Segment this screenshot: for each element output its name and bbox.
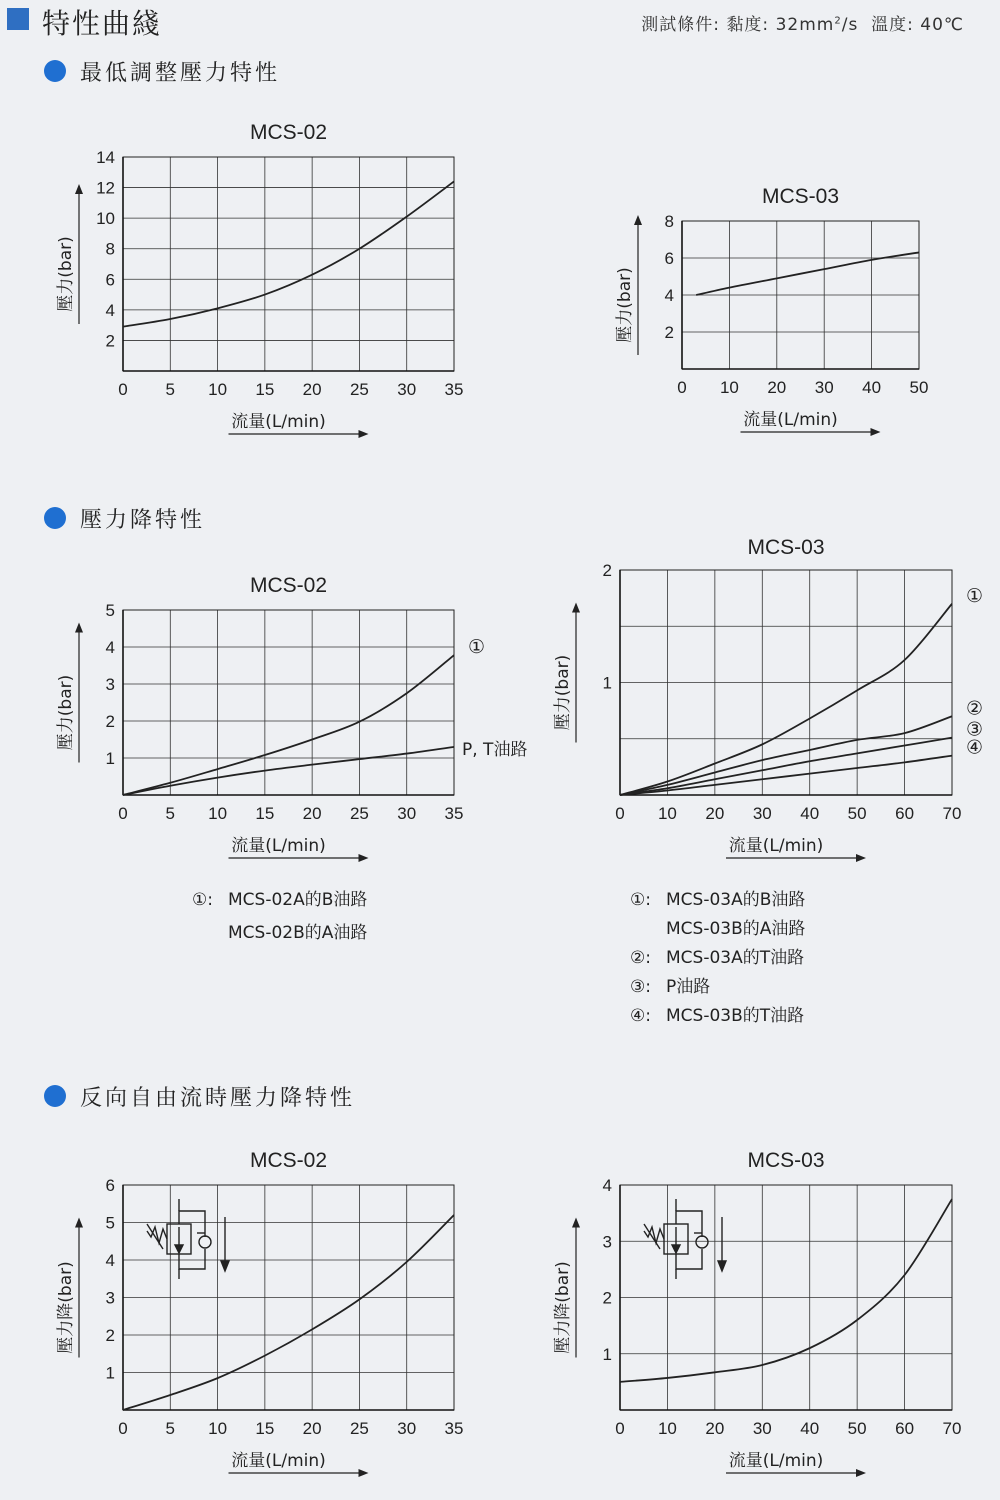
x-tick-label: 20 — [302, 804, 322, 823]
x-tick-label: 20 — [705, 1419, 725, 1438]
x-axis-label: 流量(L/min) — [231, 1451, 326, 1471]
viscosity-unit: /s — [841, 15, 859, 35]
series-line — [620, 604, 952, 795]
legend-row — [630, 944, 805, 973]
y-tick-label: 5 — [105, 1213, 115, 1233]
spring-icon — [644, 1227, 664, 1243]
chart-title: MCS-02 — [249, 1149, 328, 1172]
bullet-icon — [44, 1085, 66, 1107]
x-tick-label: 15 — [255, 804, 275, 823]
series-label: P, T油路 — [462, 739, 528, 760]
x-tick-label: 30 — [397, 804, 417, 823]
y-tick-label: 2 — [105, 331, 115, 351]
x-tick-label: 30 — [814, 378, 834, 397]
pilot-line — [179, 1211, 205, 1237]
pilot-line — [179, 1249, 205, 1269]
y-axis-arrow-head — [634, 215, 642, 225]
y-tick-label: 1 — [602, 673, 612, 693]
x-tick-label: 0 — [118, 1419, 128, 1438]
y-axis-arrow-head — [75, 623, 83, 633]
x-tick-label: 40 — [800, 804, 820, 823]
adjust-arrow — [644, 1224, 660, 1249]
series-line — [620, 738, 952, 795]
test-conditions — [641, 10, 964, 35]
series-line — [123, 181, 454, 326]
arrow-head — [672, 1245, 680, 1253]
y-tick-label: 14 — [96, 148, 115, 167]
x-tick-label: 5 — [165, 804, 176, 823]
conditions-prefix: 測試條件: — [641, 15, 721, 35]
grid — [123, 1185, 454, 1410]
grid — [123, 157, 454, 371]
series-line — [620, 1199, 952, 1382]
series-line — [123, 655, 454, 795]
y-tick-label: 2 — [105, 1326, 115, 1345]
viscosity-sup: 2 — [834, 15, 842, 27]
pilot-line — [676, 1249, 702, 1269]
chart-title: MCS-02 — [249, 574, 328, 597]
arrow-head — [175, 1245, 183, 1253]
legend-mcs02 — [192, 886, 367, 948]
legend-text: MCS-03A的B油路 — [666, 890, 806, 910]
x-tick-label: 30 — [397, 1419, 417, 1438]
check-ball-icon — [696, 1236, 708, 1248]
x-tick-label: 10 — [208, 804, 228, 823]
pilot-line — [676, 1211, 702, 1237]
x-axis-arrow-head — [856, 854, 866, 862]
y-tick-label: 6 — [105, 270, 115, 290]
x-tick-label: 0 — [677, 378, 687, 397]
temperature-value: 40℃ — [920, 15, 964, 35]
series-label: ③ — [966, 718, 984, 741]
x-tick-label: 10 — [208, 1419, 228, 1438]
y-tick-label: 4 — [105, 638, 115, 657]
chart-title: MCS-03 — [747, 1149, 825, 1172]
y-tick-label: 2 — [602, 561, 612, 580]
y-tick-label: 3 — [602, 1232, 612, 1252]
x-tick-label: 50 — [909, 378, 929, 397]
legend-row — [630, 886, 805, 915]
legend-text: MCS-03B的A油路 — [666, 919, 806, 939]
legend-text: MCS-02B的A油路 — [228, 923, 368, 943]
bullet-icon — [44, 60, 66, 82]
section-title: 最低調整壓力特性 — [80, 61, 281, 86]
valve-box — [664, 1224, 688, 1254]
x-axis-arrow-head — [359, 1469, 369, 1477]
y-tick-label: 3 — [105, 1288, 115, 1308]
series-label: ① — [468, 636, 486, 659]
y-tick-label: 4 — [602, 1176, 612, 1195]
series-line — [123, 747, 454, 795]
y-tick-label: 1 — [105, 749, 115, 768]
x-axis-label: 流量(L/min) — [231, 836, 326, 856]
x-tick-label: 50 — [847, 1419, 867, 1438]
bullet-icon — [44, 507, 66, 529]
direction-arrow-head — [221, 1261, 229, 1271]
viscosity-value: 32mm — [775, 15, 835, 35]
series-line — [696, 252, 919, 295]
chart-title: MCS-02 — [249, 121, 328, 144]
legend-marker: ②: — [630, 948, 651, 968]
series-line — [123, 1215, 454, 1410]
x-tick-label: 35 — [444, 380, 464, 399]
x-axis-label: 流量(L/min) — [728, 836, 824, 856]
y-axis-label: 壓力降(bar) — [56, 1261, 76, 1354]
series-label: ② — [966, 697, 984, 720]
y-axis-label: 壓力(bar) — [56, 236, 76, 312]
adjust-arrow — [147, 1224, 163, 1249]
x-tick-label: 20 — [302, 1419, 322, 1438]
x-tick-label: 50 — [847, 804, 867, 823]
legend-text: P油路 — [666, 977, 711, 997]
plot-frame — [682, 221, 919, 369]
chart-title: MCS-03 — [761, 185, 840, 208]
legend-row — [192, 919, 367, 948]
y-axis-arrow-head — [572, 603, 580, 613]
y-tick-label: 4 — [664, 286, 674, 305]
series-label: ④ — [966, 736, 984, 759]
x-tick-label: 25 — [349, 1419, 369, 1438]
y-axis-arrow-head — [75, 1218, 83, 1228]
x-tick-label: 40 — [862, 378, 882, 397]
section-title: 反向自由流時壓力降特性 — [80, 1086, 356, 1111]
plot-frame — [620, 1185, 952, 1410]
x-tick-label: 60 — [895, 1419, 915, 1438]
legend-text: MCS-03B的T油路 — [666, 1006, 805, 1026]
x-tick-label: 5 — [165, 1419, 176, 1438]
x-tick-label: 70 — [942, 1419, 962, 1438]
temperature-label: 溫度: — [871, 15, 914, 35]
x-tick-label: 30 — [397, 380, 417, 399]
chart-title: MCS-03 — [747, 536, 825, 559]
x-tick-label: 35 — [444, 804, 464, 823]
x-tick-label: 10 — [657, 1419, 677, 1438]
spring-icon — [147, 1227, 167, 1243]
legend-row — [630, 915, 805, 944]
y-tick-label: 3 — [105, 675, 115, 694]
legend-marker: ①: — [192, 890, 213, 910]
y-tick-label: 4 — [105, 1251, 115, 1270]
x-tick-label: 0 — [615, 1419, 625, 1438]
legend-text: MCS-02A的B油路 — [228, 890, 368, 910]
x-axis-arrow-head — [359, 430, 369, 438]
page-header — [0, 0, 1000, 50]
x-tick-label: 0 — [118, 380, 128, 399]
plot-frame — [123, 1185, 454, 1410]
x-tick-label: 60 — [895, 804, 915, 823]
plot-frame — [123, 610, 454, 795]
valve-box — [167, 1224, 191, 1254]
x-axis-arrow-head — [359, 854, 369, 862]
x-tick-label: 0 — [118, 804, 128, 823]
grid — [620, 1185, 952, 1410]
x-tick-label: 40 — [800, 1419, 820, 1438]
plot-frame — [620, 570, 952, 795]
y-tick-label: 8 — [664, 212, 674, 231]
grid — [682, 221, 919, 369]
x-axis-arrow-head — [871, 428, 881, 436]
x-tick-label: 15 — [255, 1419, 275, 1438]
series-line — [620, 756, 952, 795]
direction-arrow-head — [718, 1261, 726, 1271]
y-tick-label: 10 — [96, 209, 115, 229]
x-tick-label: 20 — [302, 380, 322, 399]
check-valve-symbol-icon — [644, 1199, 726, 1279]
legend-row — [192, 886, 367, 915]
grid — [123, 610, 454, 795]
y-tick-label: 6 — [664, 249, 674, 268]
x-tick-label: 30 — [752, 804, 772, 823]
legend-row — [630, 1002, 805, 1031]
series-line — [620, 716, 952, 795]
y-axis-arrow-head — [75, 184, 83, 194]
legend-marker: ③: — [630, 977, 651, 997]
x-tick-label: 20 — [705, 804, 725, 823]
y-tick-label: 12 — [96, 178, 115, 198]
y-tick-label: 8 — [105, 239, 115, 259]
header-square-icon — [7, 8, 29, 30]
y-axis-label: 壓力(bar) — [615, 267, 635, 343]
x-tick-label: 15 — [255, 380, 275, 399]
y-tick-label: 1 — [602, 1344, 612, 1364]
y-axis-arrow-head — [572, 1218, 580, 1228]
x-tick-label: 25 — [349, 804, 369, 823]
x-tick-label: 0 — [615, 804, 625, 823]
x-axis-label: 流量(L/min) — [743, 410, 838, 430]
x-tick-label: 20 — [767, 378, 787, 397]
check-ball-icon — [199, 1236, 211, 1248]
check-valve-symbol-icon — [147, 1199, 229, 1279]
grid — [620, 570, 952, 795]
x-axis-label: 流量(L/min) — [231, 412, 326, 432]
y-tick-label: 1 — [105, 1363, 115, 1383]
y-tick-label: 5 — [105, 601, 115, 620]
x-tick-label: 35 — [444, 1419, 464, 1438]
viscosity-label: 黏度: — [726, 15, 770, 35]
x-tick-label: 30 — [752, 1419, 772, 1438]
y-axis-label: 壓力(bar) — [553, 654, 573, 731]
x-tick-label: 10 — [208, 380, 228, 399]
x-tick-label: 5 — [165, 380, 176, 399]
x-axis-arrow-head — [856, 1469, 866, 1477]
series-label: ① — [966, 584, 984, 607]
x-tick-label: 10 — [719, 378, 739, 397]
y-tick-label: 2 — [105, 712, 115, 731]
y-axis-label: 壓力(bar) — [56, 674, 76, 751]
y-tick-label: 4 — [105, 300, 115, 320]
legend-marker: ①: — [630, 890, 651, 910]
x-tick-label: 70 — [942, 804, 962, 823]
legend-mcs03 — [630, 886, 805, 1031]
y-axis-label: 壓力降(bar) — [553, 1261, 573, 1354]
legend-row — [630, 973, 805, 1002]
y-tick-label: 6 — [105, 1176, 115, 1195]
legend-marker: ④: — [630, 1006, 651, 1026]
plot-frame — [123, 157, 454, 371]
x-tick-label: 25 — [349, 380, 369, 399]
y-tick-label: 2 — [602, 1288, 612, 1308]
page-title: 特性曲綫 — [42, 7, 163, 40]
legend-text: MCS-03A的T油路 — [666, 948, 805, 968]
x-axis-label: 流量(L/min) — [728, 1451, 824, 1471]
section-title: 壓力降特性 — [80, 508, 206, 533]
x-tick-label: 10 — [657, 804, 677, 823]
y-tick-label: 2 — [664, 323, 674, 342]
